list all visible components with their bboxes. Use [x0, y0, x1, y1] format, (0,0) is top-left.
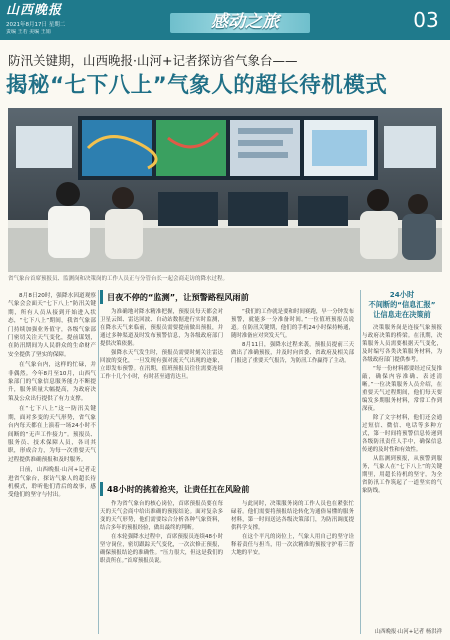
section-2-col-left — [100, 500, 223, 634]
lead-paragraph: 在气象台内，这样的忙碌，并非偶然。今年8月至10月，山西气象部门的气象信息服务能力不断提升，服务质量大幅提高，为政府决策及公众出行提供了有力支撑。 — [8, 362, 96, 402]
article-photo — [8, 108, 442, 272]
lead-column — [8, 292, 96, 634]
lead-paragraph: 日前，山西晚报·山河+记者走进省气象台，探访气象人的超长待机模式，聆听他们背后的故事，感受他们的坚守与付出。 — [8, 467, 96, 499]
photo-caption: 省气象台首席预报员、监测岗和决策岗的工作人员正与分管台长一起会商走访的降水过程。 — [8, 276, 229, 282]
lead-paragraph: 8月8日20时，强降水因道观察气象会会面天“七下八上”防汛关键期，所有人员从接到开始进入状态，“七下八上”期间，我省气象部门持续加强业务值守，各级气象部门密切关注天气变化，提前谋划，在防汛期间为人民群众的生命财产安全提供了坚实的保障。 — [8, 293, 96, 358]
main-body — [100, 290, 358, 635]
column-divider — [98, 290, 99, 634]
sidebar-paragraph: 从监测到预报，从预警到服务，气象人在“七下八上”的关键期里，用超长待机的坚守，为全省防汛工作筑起了一道坚实的气象防线。 — [362, 456, 442, 494]
section-2-title: 48小时的挑着抢夹，让责任扛在风险前 — [100, 482, 357, 496]
sidebar-paragraph: 除了文字材料，他们还会通过短信、微信、电话等多种方式，第一时间将预警信息传递到各级防汛责任人手中，确保信息传递的及时性和有效性。 — [362, 415, 442, 453]
photo-illustration — [8, 108, 442, 272]
section-1-paragraph: “我们的工作就是要和时间赛跑，早一分钟发布预警，就能多一分准备时间。”一位值班预报员说道。在防汛关键期，他们的手机24小时保持畅通，随时准备应对突发天气。 — [231, 309, 354, 339]
section-2-paragraph: 作为省气象台的核心岗位，首席预报员要在每天的天气会商中给出准确的预报结论。面对复杂多变的天气形势，他们需要综合分析各种气象资料，结合多年的预报经验，做出最终的判断。 — [100, 501, 223, 531]
edition-date: 2021年8月17日 星期二 — [6, 22, 66, 28]
section-1-col-left — [100, 308, 223, 478]
column-title: 感动之旅 — [211, 12, 279, 32]
lead-paragraph: 在“七下八上”这一防汛关键期，面对多变的天气形势，省气象台内每天都在上演着一场24小时不间断的“无声工作接力”。预报员、服务员、技术保障人员，各司其职，形成合力，为每一次重要天气过程提供准确预报和及时服务。 — [8, 406, 96, 463]
column-divider — [360, 290, 361, 634]
edition-editors: 责编 王若 美编 王娟 — [6, 29, 51, 35]
article-headline: 揭秘“七下八上”气象人的超长待机模式 — [6, 73, 388, 98]
section-1-paragraph: 为准确地对降水精准把握，预报员每天都会对卫星云图、雷达回波、自动站数据进行实时监测，在降水天气来临前，预报员需要提前做出预报，并通过多种渠道及时发布预警信息，为各级政府部门提供决策依据。 — [100, 309, 223, 347]
sidebar-body — [362, 324, 442, 495]
section-2-col-right — [231, 500, 354, 634]
sidebar-paragraph: “每一份材料都要经过反复推敲，确保内容准确、表述清晰。”一位决策服务人员介绍，在重要天气过程期间，他们每天要编发多期服务材料，常常工作到深夜。 — [362, 366, 442, 412]
sidebar-title: 24小时 不间断的“信息汇报” 让信息走在决策前 — [368, 290, 436, 319]
article-kicker: 防汛关键期，山西晚报·山河+记者探访省气象台—— — [8, 53, 298, 68]
reporter-byline: 山西晚报·山河+记者 杨洪祥 — [374, 629, 442, 635]
section-1-paragraph: 强降水天气发生时，预报员需要时刻关注雷达回波的变化，一旦发现有强对流天气出现的迹象，立即发布预警。在汛期，值班预报员往往需要连续工作十几个小时，有时甚至通宵达旦。 — [100, 350, 223, 380]
section-1-col-right — [231, 308, 354, 478]
sidebar-paragraph: 决策服务岗是连接气象预报与政府决策的桥梁。在汛期，决策服务人员需要根据天气变化，及时编写各类决策服务材料，为各级政府部门提供参考。 — [362, 325, 442, 363]
sidebar-article — [362, 290, 442, 635]
newspaper-logo: 山西晚报 — [6, 3, 63, 18]
section-2-paragraph: 与此同时，决策服务岗的工作人员也在紧张忙碌着。他们需要将预报结论转化为通俗易懂的服务材料，第一时间送达各级决策部门，为防汛调度提供科学支撑。 — [231, 501, 354, 531]
section-2-paragraph: 在这个平凡的岗位上，气象人用自己的坚守诠释着责任与担当，用一次次精准的预报守护着三晋大地的平安。 — [231, 534, 354, 556]
section-1-paragraph: 8月11日，强降水过程来袭，预报员提前三天做出了准确预报，并及时向省委、省政府及相关部门报送了重要天气报告，为防汛工作赢得了主动。 — [231, 342, 354, 364]
column-banner — [150, 5, 400, 37]
page-number: 03 — [413, 8, 439, 32]
section-1-title: 目夜不停的“监测”，让预警路程风雨前 — [100, 290, 357, 304]
section-2-paragraph: 在本轮强降水过程中，首席预报员连续48小时坚守岗位，密切跟踪天气变化，一次次修正预报，确保预报结论的准确性。“压力很大，但这是我们的职责所在。”首席预报员说。 — [100, 534, 223, 564]
masthead — [0, 0, 450, 40]
